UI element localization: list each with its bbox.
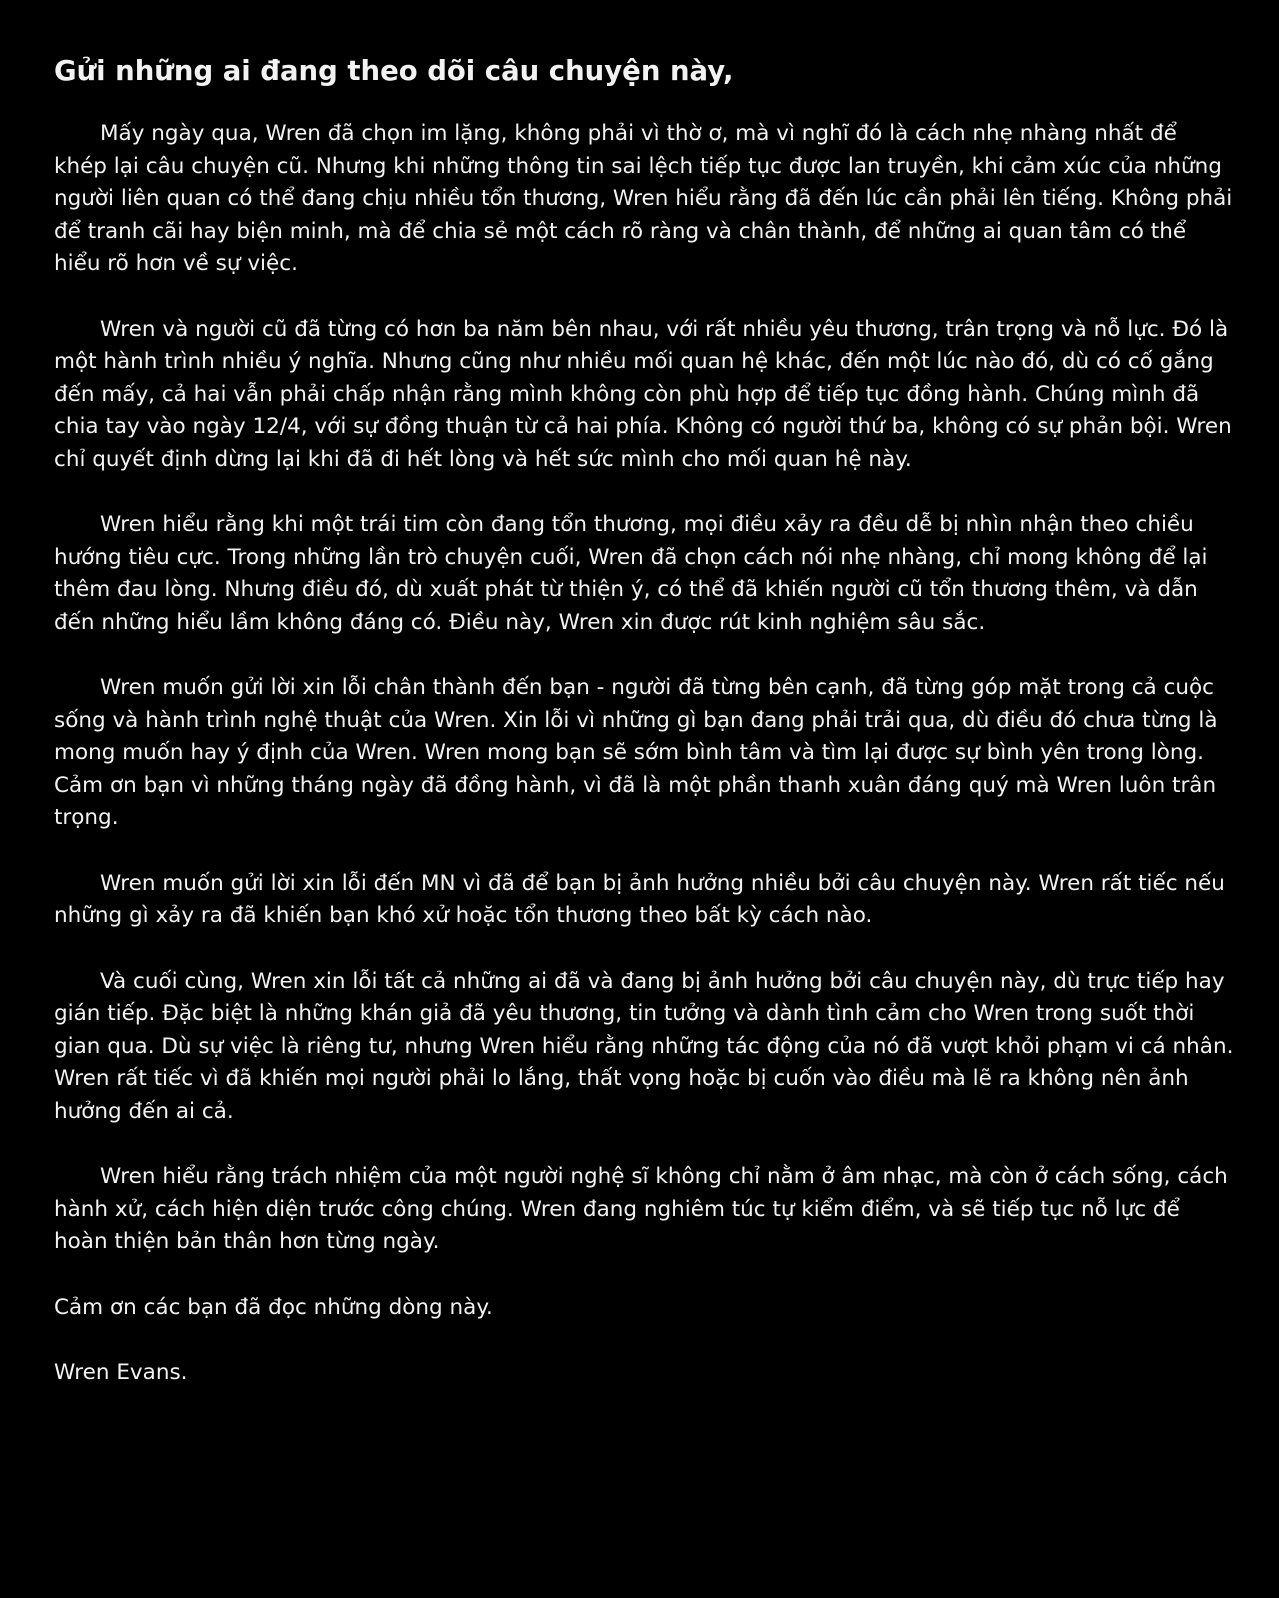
letter-paragraph: Wren hiểu rằng trách nhiệm của một người nghệ sĩ không chỉ nằm ở âm nhạc, mà còn ở cách sống, cách hành xử, cách hiện diện trước công chúng. Wren đang nghiêm túc tự kiểm điểm, và sẽ tiếp tục nỗ lực để hoàn thiện bản thân hơn từng ngày. bbox=[54, 1164, 1228, 1254]
letter bbox=[54, 48, 1234, 1390]
letter-paragraph: Wren và người cũ đã từng có hơn ba năm bên nhau, với rất nhiều yêu thương, trân trọng và nỗ lực. Đó là một hành trình nhiều ý nghĩa. Nhưng cũng như nhiều mối quan hệ khác, đến một lúc nào đó, dù có cố gắng đến mấy, cả hai vẫn phải chấp nhận rằng mình không còn phù hợp để tiếp tục đồng hành. Chúng mình đã chia tay vào ngày 12/4, với sự đồng thuận từ cả hai phía. Không có người thứ ba, không có sự phản bội. Wren chỉ quyết định dừng lại khi đã đi hết lòng và hết sức mình cho mối quan hệ này. bbox=[54, 316, 1232, 472]
letter-paragraph: Mấy ngày qua, Wren đã chọn im lặng, không phải vì thờ ơ, mà vì nghĩ đó là cách nhẹ nhàng nhất để khép lại câu chuyện cũ. Nhưng khi những thông tin sai lệch tiếp tục được lan truyền, khi cảm xúc của những người liên quan có thể đang chịu nhiều tổn thương, Wren hiểu rằng đã đến lúc cần phải lên tiếng. Không phải để tranh cãi hay biện minh, mà để chia sẻ một cách rõ ràng và chân thành, để những ai quan tâm có thể hiểu rõ hơn về sự việc. bbox=[54, 121, 1233, 276]
letter-greeting: Gửi những ai đang theo dõi câu chuyện này, bbox=[54, 55, 734, 87]
letter-paragraph: Wren muốn gửi lời xin lỗi đến MN vì đã để bạn bị ảnh hưởng nhiều bởi câu chuyện này. Wren rất tiếc nếu những gì xảy ra đã khiến bạn khó xử hoặc tổn thương theo bất kỳ cách nào. bbox=[54, 870, 1225, 928]
letter-paragraph: Wren hiểu rằng khi một trái tim còn đang tổn thương, mọi điều xảy ra đều dễ bị nhìn nhận theo chiều hướng tiêu cực. Trong những lần trò chuyện cuối, Wren đã chọn cách nói nhẹ nhàng, chỉ mong không để lại thêm đau lòng. Nhưng điều đó, dù xuất phát từ thiện ý, có thể đã khiến người cũ tổn thương thêm, và dẫn đến những hiểu lầm không đáng có. Điều này, Wren xin được rút kinh nghiệm sâu sắc. bbox=[54, 512, 1208, 635]
letter-closing: Cảm ơn các bạn đã đọc những dòng này. bbox=[54, 1294, 493, 1320]
letter-paragraph: Wren muốn gửi lời xin lỗi chân thành đến bạn - người đã từng bên cạnh, đã từng góp mặt trong cả cuộc sống và hành trình nghệ thuật của Wren. Xin lỗi vì những gì bạn đang phải trải qua, dù điều đó chưa từng là mong muốn hay ý định của Wren. Wren mong bạn sẽ sớm bình tâm và tìm lại được sự bình yên trong lòng. Cảm ơn bạn vì những tháng ngày đã đồng hành, vì đã là một phần thanh xuân đáng quý mà Wren luôn trân trọng. bbox=[54, 675, 1218, 830]
letter-paragraph: Và cuối cùng, Wren xin lỗi tất cả những ai đã và đang bị ảnh hưởng bởi câu chuyện này, dù trực tiếp hay gián tiếp. Đặc biệt là những khán giả đã yêu thương, tin tưởng và dành tình cảm cho Wren trong suốt thời gian qua. Dù sự việc là riêng tư, nhưng Wren hiểu rằng những tác động của nó đã vượt khỏi phạm vi cá nhân. Wren rất tiếc vì đã khiến mọi người phải lo lắng, thất vọng hoặc bị cuốn vào điều mà lẽ ra không nên ảnh hưởng đến ai cả. bbox=[54, 968, 1234, 1124]
letter-signature: Wren Evans. bbox=[54, 1360, 188, 1385]
